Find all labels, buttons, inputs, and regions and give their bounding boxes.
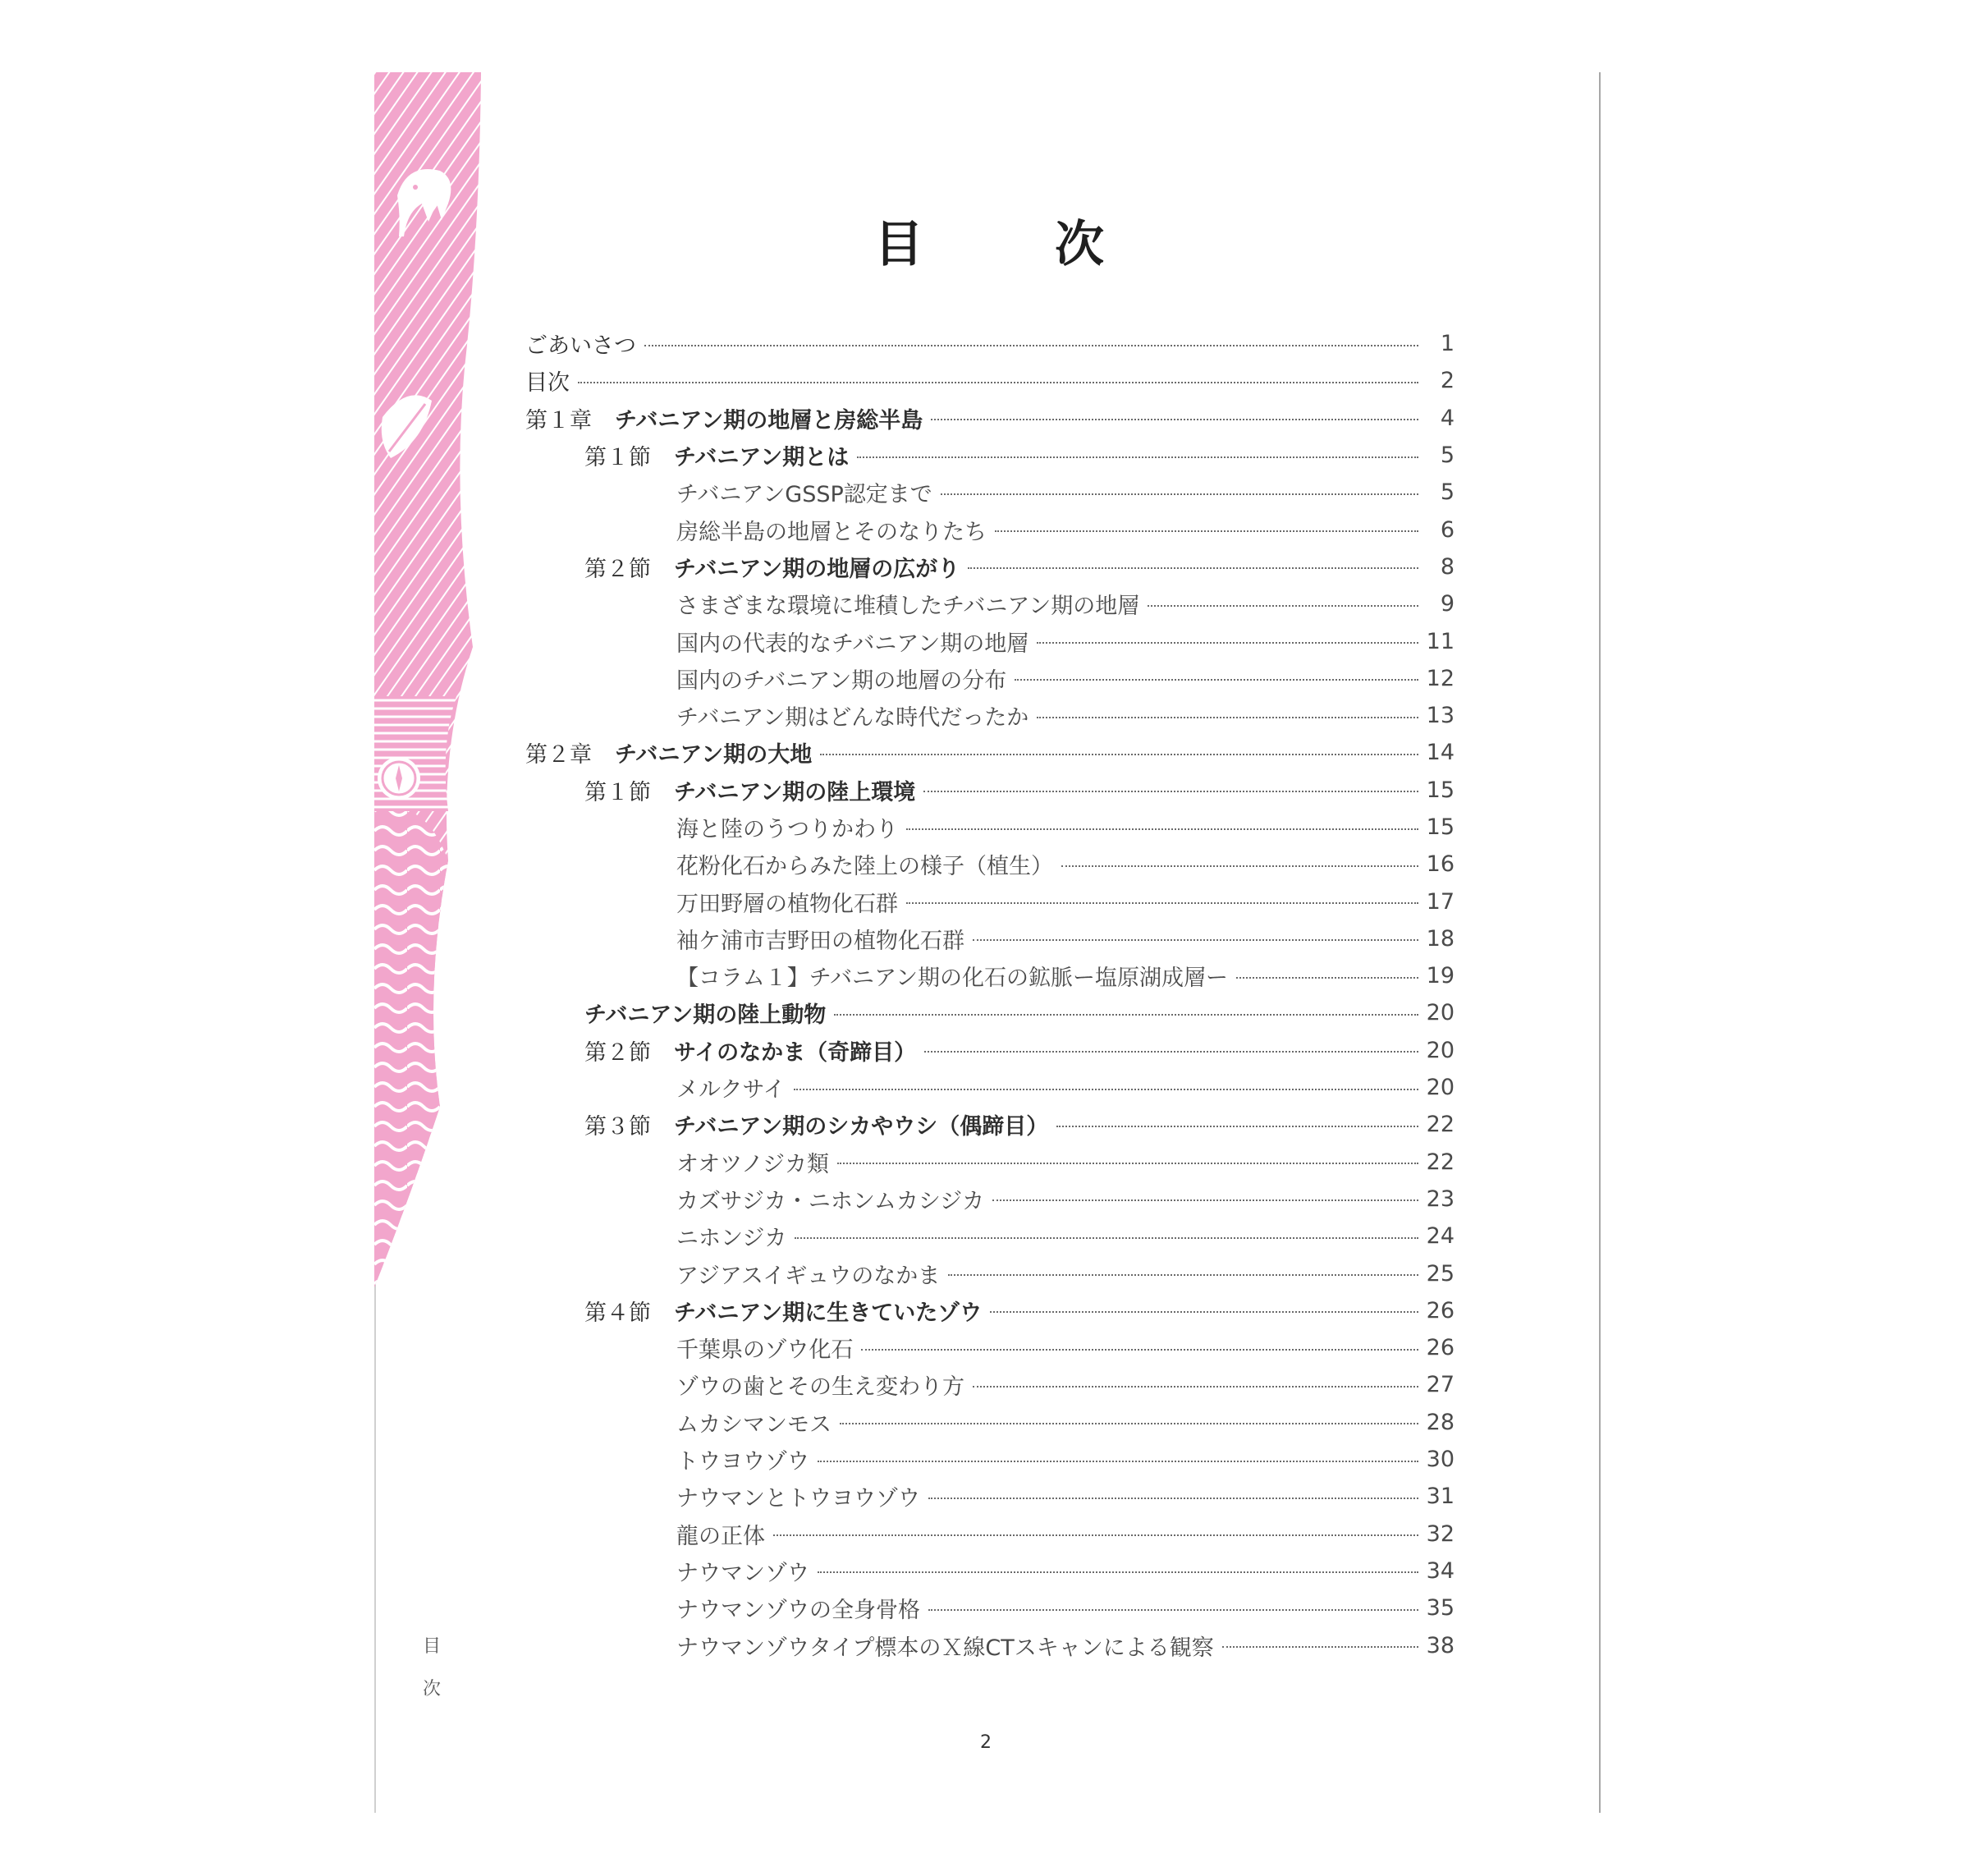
decorative-pink-band bbox=[374, 72, 489, 1287]
toc-entry-page: 14 bbox=[1426, 740, 1455, 766]
toc-entry[interactable] bbox=[525, 994, 1455, 1031]
toc-entry[interactable] bbox=[525, 1553, 1455, 1589]
toc-leader-dots bbox=[906, 902, 1418, 904]
toc-leader-dots bbox=[1037, 717, 1418, 718]
toc-entry-page: 23 bbox=[1426, 1186, 1455, 1212]
toc-leader-dots bbox=[1061, 865, 1418, 867]
toc-leader-dots bbox=[992, 1199, 1418, 1201]
toc-leader-dots bbox=[794, 1089, 1418, 1090]
toc-entry-page: 5 bbox=[1440, 443, 1455, 469]
toc-entry-label: チバニアン期のシカやウシ（偶蹄目） bbox=[674, 1114, 1049, 1140]
toc-leader-dots bbox=[990, 1311, 1418, 1313]
toc-leader-dots bbox=[924, 1051, 1418, 1053]
toc-entry-label: ニホンジカ bbox=[676, 1226, 787, 1252]
side-label-char: 次 bbox=[422, 1679, 441, 1699]
toc-entry-label: 万田野層の植物化石群 bbox=[676, 891, 898, 917]
toc-entry-label: 【コラム１】チバニアン期の化石の鉱脈ー塩原湖成層ー bbox=[676, 966, 1229, 992]
page-number: 2 bbox=[980, 1732, 992, 1753]
toc-leader-dots bbox=[948, 1274, 1418, 1276]
toc-leader-dots bbox=[818, 1461, 1418, 1462]
toc-entry-label: チバニアン期の陸上環境 bbox=[674, 779, 916, 805]
toc-entry-label: ゾウの歯とその生え変わり方 bbox=[676, 1374, 964, 1401]
toc-entry[interactable] bbox=[525, 1404, 1455, 1441]
toc-entry-page: 26 bbox=[1426, 1335, 1455, 1361]
toc-entry-page: 28 bbox=[1426, 1409, 1455, 1435]
toc-leader-dots bbox=[840, 1423, 1418, 1424]
toc-entry-page: 18 bbox=[1426, 925, 1455, 952]
toc-entry[interactable] bbox=[525, 1329, 1455, 1366]
toc-entry-page: 25 bbox=[1426, 1260, 1455, 1287]
toc-entry-number: 第２章 bbox=[525, 742, 592, 768]
toc-entry-label: 花粉化石からみた陸上の様子（植生） bbox=[676, 854, 1053, 880]
toc-entry-label: サイのなかま（奇蹄目） bbox=[674, 1039, 917, 1066]
toc-entry[interactable] bbox=[525, 1478, 1455, 1515]
toc-entry[interactable] bbox=[525, 548, 1455, 585]
toc-entry-label: ムカシマンモス bbox=[676, 1411, 832, 1438]
toc-entry-page: 32 bbox=[1426, 1521, 1455, 1547]
toc-entry-label: ナウマンとトウヨウゾウ bbox=[676, 1486, 920, 1512]
toc-entry[interactable] bbox=[525, 883, 1455, 920]
toc-entry-label: チバニアン期の大地 bbox=[615, 742, 813, 768]
toc-entry-page: 17 bbox=[1426, 888, 1455, 915]
toc-entry-page: 9 bbox=[1440, 591, 1455, 617]
toc-entry-page: 6 bbox=[1440, 516, 1455, 543]
toc-entry[interactable] bbox=[525, 474, 1455, 511]
compass-icon bbox=[378, 757, 420, 800]
toc-leader-dots bbox=[973, 939, 1418, 941]
toc-entry-label: 海と陸のうつりかわり bbox=[676, 817, 898, 842]
toc-entry[interactable] bbox=[525, 1254, 1455, 1291]
toc-entry-label: ナウマンゾウ bbox=[676, 1560, 809, 1586]
toc-leader-dots bbox=[837, 1163, 1418, 1164]
toc-leader-dots bbox=[906, 828, 1418, 830]
toc-entry[interactable] bbox=[525, 1069, 1455, 1106]
toc-entry-number: 第４節 bbox=[584, 1300, 651, 1326]
toc-leader-dots bbox=[928, 1498, 1418, 1499]
toc-entry-number: 第３節 bbox=[584, 1114, 651, 1140]
toc-entry-page: 20 bbox=[1426, 1037, 1455, 1063]
toc-leader-dots bbox=[1015, 679, 1418, 681]
toc-leader-dots bbox=[968, 567, 1418, 569]
toc-entry-label: 袖ケ浦市吉野田の植物化石群 bbox=[676, 928, 964, 954]
toc-entry-label: オオツノジカ類 bbox=[676, 1151, 830, 1177]
toc-entry[interactable] bbox=[525, 437, 1455, 474]
toc-entry-label: メルクサイ bbox=[676, 1077, 786, 1103]
toc-entry[interactable] bbox=[525, 660, 1455, 697]
toc-entry[interactable] bbox=[525, 400, 1455, 437]
toc-entry[interactable] bbox=[525, 1589, 1455, 1626]
toc-entry-page: 20 bbox=[1426, 1075, 1455, 1101]
toc-entry-page: 1 bbox=[1440, 331, 1455, 357]
toc-leader-dots bbox=[818, 1571, 1418, 1573]
toc-leader-dots bbox=[995, 530, 1418, 532]
page-title: 目 次 bbox=[874, 216, 1145, 273]
toc-entry-page: 30 bbox=[1426, 1447, 1455, 1473]
side-label-char: 目 bbox=[422, 1636, 441, 1657]
toc-entry-page: 13 bbox=[1426, 703, 1455, 729]
toc-entry-label: 千葉県のゾウ化石 bbox=[676, 1337, 854, 1364]
toc-leader-dots bbox=[1222, 1646, 1418, 1648]
toc-entry[interactable] bbox=[525, 1292, 1455, 1329]
toc-entry-page: 5 bbox=[1440, 479, 1455, 506]
toc-leader-dots bbox=[820, 754, 1418, 755]
toc-entry[interactable] bbox=[525, 957, 1455, 994]
toc-entry-page: 24 bbox=[1426, 1223, 1455, 1250]
toc-entry[interactable] bbox=[525, 1218, 1455, 1254]
toc-entry[interactable] bbox=[525, 1181, 1455, 1218]
toc-leader-dots bbox=[795, 1237, 1418, 1239]
toc-entry-page: 38 bbox=[1426, 1632, 1455, 1658]
toc-entry-page: 20 bbox=[1426, 1000, 1455, 1026]
toc-entry[interactable] bbox=[525, 772, 1455, 809]
toc-entry-page: 35 bbox=[1426, 1595, 1455, 1621]
toc-leader-dots bbox=[928, 1609, 1418, 1611]
toc-entry-page: 11 bbox=[1426, 628, 1455, 654]
toc-leader-dots bbox=[1056, 1126, 1418, 1127]
toc-entry[interactable] bbox=[525, 1516, 1455, 1553]
toc-entry-label: チバニアンGSSP認定まで bbox=[676, 482, 932, 508]
toc-entry-label: チバニアン期に生きていたゾウ bbox=[674, 1300, 983, 1326]
toc-entry-label: 国内の代表的なチバニアン期の地層 bbox=[676, 631, 1029, 657]
toc-entry-label: チバニアン期の地層と房総半島 bbox=[615, 407, 923, 433]
toc-entry[interactable] bbox=[525, 1441, 1455, 1478]
toc-entry-label: 龍の正体 bbox=[676, 1523, 765, 1549]
toc-leader-dots bbox=[1236, 977, 1418, 979]
toc-entry[interactable] bbox=[525, 1626, 1455, 1663]
toc-entry-page: 4 bbox=[1440, 405, 1455, 431]
toc-entry-page: 19 bbox=[1426, 963, 1455, 989]
toc-leader-dots bbox=[923, 791, 1418, 792]
toc-entry[interactable] bbox=[525, 734, 1455, 771]
toc-entry-page: 15 bbox=[1426, 814, 1455, 840]
toc-entry-page: 16 bbox=[1426, 851, 1455, 878]
toc-leader-dots bbox=[578, 382, 1418, 383]
toc-entry-label: アジアスイギュウのなかま bbox=[676, 1263, 941, 1289]
toc-entry-page: 8 bbox=[1440, 553, 1455, 580]
toc-entry[interactable] bbox=[525, 1144, 1455, 1181]
toc-entry-label: ナウマンゾウの全身骨格 bbox=[676, 1598, 920, 1624]
toc-leader-dots bbox=[644, 345, 1418, 346]
toc-entry-page: 22 bbox=[1426, 1149, 1455, 1175]
toc-leader-dots bbox=[857, 456, 1418, 458]
toc-entry-page: 27 bbox=[1426, 1372, 1455, 1398]
toc-entry[interactable] bbox=[525, 622, 1455, 659]
toc-entry-label: カズサジカ・ニホンムカシジカ bbox=[676, 1188, 985, 1214]
toc-entry-page: 26 bbox=[1426, 1297, 1455, 1323]
toc-leader-dots bbox=[941, 493, 1418, 495]
toc-entry[interactable] bbox=[525, 846, 1455, 883]
toc-entry-label: チバニアン期はどんな時代だったか bbox=[676, 705, 1029, 732]
page-right-edge bbox=[1599, 72, 1601, 1813]
toc-leader-dots bbox=[931, 419, 1418, 420]
toc-leader-dots bbox=[834, 1014, 1418, 1016]
toc-entry-label: 目次 bbox=[525, 370, 570, 397]
toc-entry[interactable] bbox=[525, 585, 1455, 622]
toc-entry-page: 22 bbox=[1426, 1112, 1455, 1138]
toc-entry-page: 12 bbox=[1426, 665, 1455, 691]
table-of-contents bbox=[525, 325, 1455, 1664]
toc-entry[interactable] bbox=[525, 1032, 1455, 1069]
toc-entry-page: 2 bbox=[1440, 368, 1455, 394]
toc-entry-number: 第１節 bbox=[584, 445, 651, 471]
toc-entry-page: 34 bbox=[1426, 1557, 1455, 1584]
toc-entry[interactable] bbox=[525, 809, 1455, 846]
toc-entry-number: 第２節 bbox=[584, 1039, 651, 1066]
toc-leader-dots bbox=[861, 1349, 1418, 1351]
toc-entry[interactable] bbox=[525, 511, 1455, 548]
toc-entry-label: トウヨウゾウ bbox=[676, 1449, 809, 1475]
toc-entry[interactable] bbox=[525, 325, 1455, 362]
toc-entry[interactable] bbox=[525, 362, 1455, 399]
toc-entry-label: チバニアン期の陸上動物 bbox=[584, 1002, 827, 1029]
toc-entry-label: チバニアン期とは bbox=[674, 445, 850, 471]
toc-entry-label: さまざまな環境に堆積したチバニアン期の地層 bbox=[676, 594, 1140, 620]
toc-leader-dots bbox=[1148, 605, 1418, 607]
toc-entry-number: 第１節 bbox=[584, 779, 651, 805]
toc-entry[interactable] bbox=[525, 697, 1455, 734]
toc-entry-page: 15 bbox=[1426, 777, 1455, 803]
toc-entry[interactable] bbox=[525, 920, 1455, 957]
toc-entry-label: 国内のチバニアン期の地層の分布 bbox=[676, 667, 1007, 694]
toc-entry-label: チバニアン期の地層の広がり bbox=[674, 556, 960, 582]
toc-entry-label: ナウマンゾウタイプ標本のＸ線CTスキャンによる観察 bbox=[676, 1635, 1214, 1661]
toc-entry-page: 31 bbox=[1426, 1484, 1455, 1510]
toc-entry-number: 第１章 bbox=[525, 407, 592, 433]
toc-entry-label: 房総半島の地層とそのなりたち bbox=[676, 519, 987, 545]
toc-entry-label: ごあいさつ bbox=[525, 333, 636, 360]
toc-leader-dots bbox=[773, 1534, 1418, 1536]
side-section-label bbox=[422, 1626, 442, 1711]
toc-leader-dots bbox=[1037, 642, 1418, 644]
toc-leader-dots bbox=[973, 1386, 1418, 1388]
toc-entry[interactable] bbox=[525, 1366, 1455, 1403]
toc-entry-number: 第２節 bbox=[584, 556, 651, 582]
toc-entry[interactable] bbox=[525, 1106, 1455, 1143]
